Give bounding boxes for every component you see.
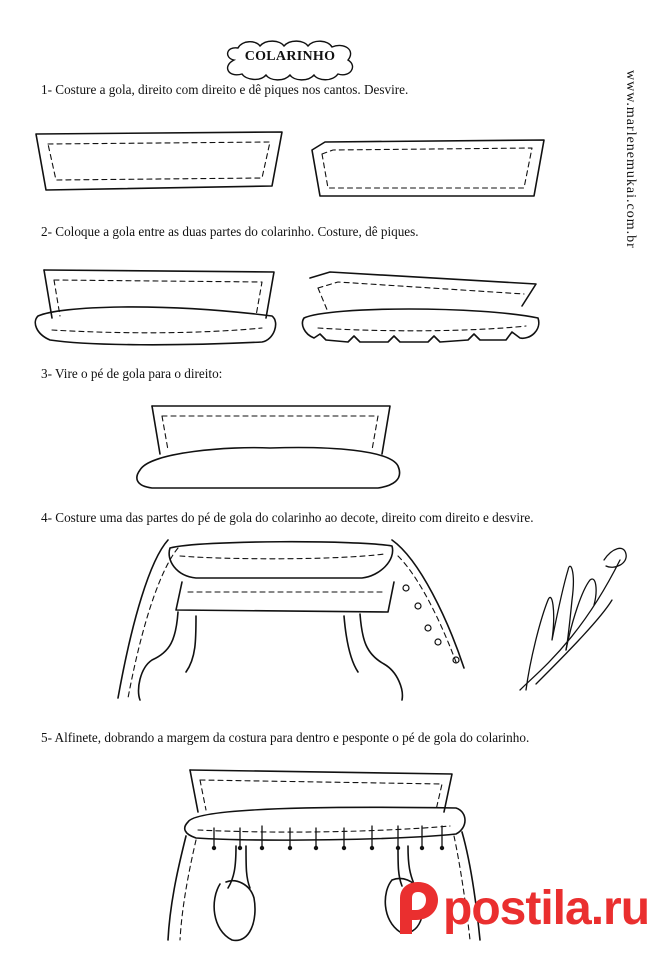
step-5-text: 5- Alfinete, dobrando a margem da costura para dentro e pesponte o pé de gola do colarinho. [41,730,530,745]
collar-piece-left [36,132,282,190]
step-4-text: 4- Costure uma das partes do pé de gola do colarinho ao decote, direito com direito e desvire. [41,510,534,525]
collar-band-right [302,272,538,342]
shirt-neckline-step4 [118,540,464,700]
step-3-text: 3- Vire o pé de gola para o direito: [41,366,223,381]
collar-band-turned [137,406,400,488]
website-url: www.marlenemukai.com.br [623,70,638,249]
step-2-text: 2- Coloque a gola entre as duas partes do colarinho. Costure, dê piques. [41,224,419,239]
collar-band-left [35,270,275,345]
author-signature [520,548,626,690]
watermark: postila.ru [443,882,650,935]
step-1-text: 1- Costure a gola, direito com direito e dê piques nos cantos. Desvire. [41,82,409,97]
postila-logo-icon [394,880,442,936]
collar-piece-right [312,140,544,196]
page-title: COLARINHO [244,49,336,64]
